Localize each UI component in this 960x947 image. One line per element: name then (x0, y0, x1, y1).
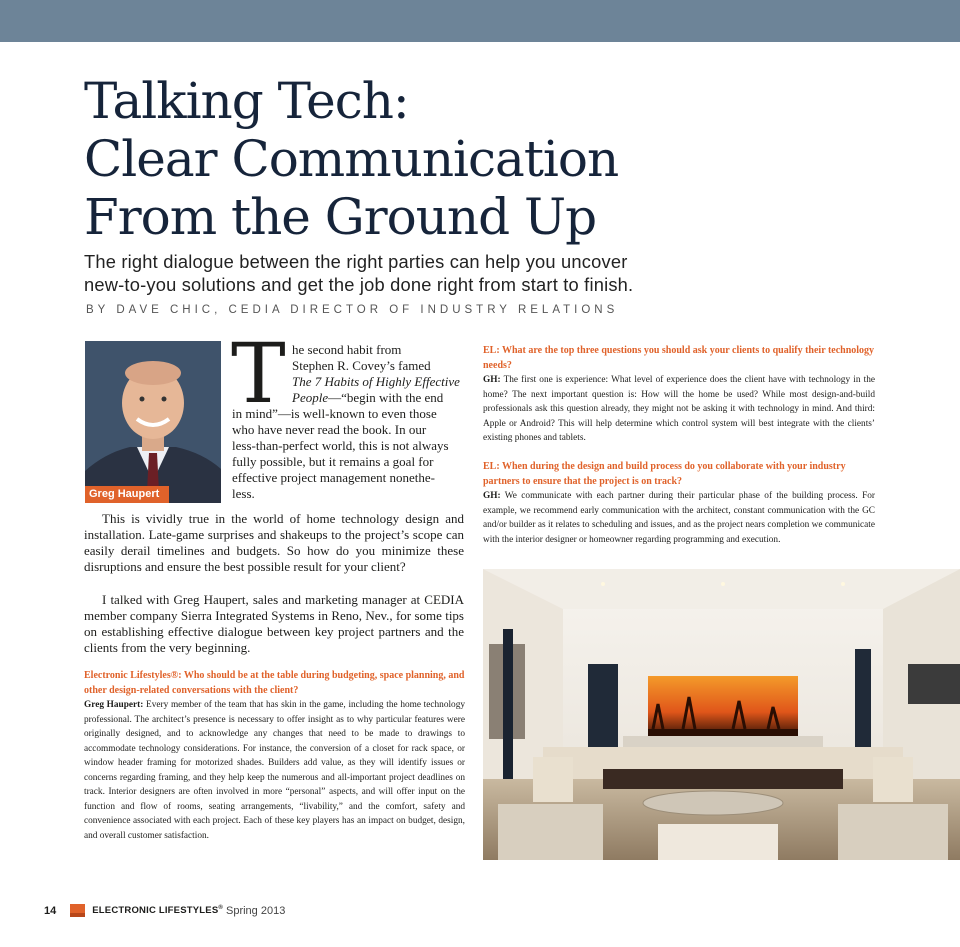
top-color-bar (0, 0, 960, 42)
magazine-logo-icon (70, 904, 85, 917)
answer-speaker: GH: (483, 375, 501, 385)
intro-line: less-than-perfect world, this is not always (232, 438, 449, 453)
article-subtitle (84, 250, 684, 296)
intro-line: The 7 Habits of Highly Effective (292, 374, 460, 389)
home-theater-photo (483, 569, 960, 860)
byline: BY DAVE CHIC, CEDIA DIRECTOR OF INDUSTRY RELATIONS (86, 304, 619, 316)
photo-caption: Greg Haupert (85, 486, 169, 503)
title-line: From the Ground Up (84, 188, 597, 246)
article-title (84, 72, 724, 246)
home-theater-illustration (483, 569, 960, 860)
intro-line (292, 390, 443, 406)
answer-speaker: Greg Haupert: (84, 700, 144, 710)
drop-cap: T (231, 327, 286, 422)
question-3: EL: When during the design and build process do you collaborate with your industry partners to ensure that the project is on track? (483, 461, 846, 487)
page-footer (44, 904, 285, 917)
issue-date: Spring 2013 (226, 904, 286, 917)
magazine-name: ELECTRONIC LIFESTYLES® (92, 904, 223, 917)
answer-text: We communicate with each partner during their particular phase of the building process. For example, we recommend early communication with the architect, constant communication with the GC and/or builder as it relates to scheduling and issues, and as the project nears completion we communicate with the interior designer or homeowner regarding programming and execution. (483, 491, 875, 545)
body-paragraph: I talked with Greg Haupert, sales and marketing manager at CEDIA member company Sierra Integrated Systems in Reno, Nev., for some tips on establishing effective dialogue between key project partners and the clients from the very beginning. (84, 592, 464, 656)
portrait-illustration (85, 341, 221, 503)
answer-2 (483, 373, 875, 446)
body-paragraph: This is vividly true in the world of home technology design and installation. Late-game surprises and shakeups to the project’s scope can easily derail timelines and budgets. So how do you minimize these disruptions and ensure the best possible result for your client? (84, 511, 464, 575)
intro-line: fully possible, but it remains a goal for (232, 454, 434, 469)
title-line: Talking Tech: (84, 72, 409, 130)
question-2: EL: What are the top three questions you should ask your clients to qualify their technology needs? (483, 345, 875, 371)
intro-line: who have never read the book. In our (232, 422, 427, 437)
answer-text: Every member of the team that has skin in the game, including the home technology professional. The architect’s presence is necessary to offer insight as to why particular features were originally designed, and to acknowledge any changes that need to be made to drawings to accommodate technology considerations. For instance, the conversion of a closet for rack space, or window header framing for motorized shades. Builders add value, as they will identify issues or concerns regarding framing, and they help keep the numerous and all-important project deadlines on track. Interior designers are often involved in more “personal” aspects, and will offer input on the function and flow of rooms, seating arrangements, “livability,” and the comfort, safety and convenience associated with each project. Each of these key players has an impact on budget, design, and overall customer satisfaction. (84, 700, 465, 841)
author-photo (85, 341, 221, 503)
answer-3 (483, 489, 875, 547)
page-number: 14 (44, 904, 57, 917)
title-line: Clear Communication (84, 130, 619, 188)
intro-line: less. (232, 486, 255, 501)
book-title-end: People (292, 390, 329, 405)
intro-line-rest: —“begin with the end (328, 390, 444, 405)
intro-line: in mind”—is well-known to even those (232, 406, 437, 421)
intro-line: he second habit from (292, 342, 402, 357)
intro-line: effective project management nonethe- (232, 470, 435, 485)
answer-text: The first one is experience: What level of experience does the client have with technology in the home? The next important question is: How will the home be used? While most design-and-build professionals ask this question already, they might not be asking it with technology in mind. And third: Apple or Android? This will help determine which control system will best integrate with the clients’ existing phones and tablets. (483, 375, 876, 443)
subtitle-line: new-to-you solutions and get the job done right from start to finish. (84, 274, 634, 295)
question-1: Electronic Lifestyles®: Who should be at the table during budgeting, space planning, and other design-related conversations with the client? (84, 670, 465, 696)
intro-line: Stephen R. Covey’s famed (292, 358, 431, 373)
answer-1 (84, 698, 465, 843)
subtitle-line: The right dialogue between the right parties can help you uncover (84, 251, 628, 272)
answer-speaker: GH: (483, 491, 501, 501)
